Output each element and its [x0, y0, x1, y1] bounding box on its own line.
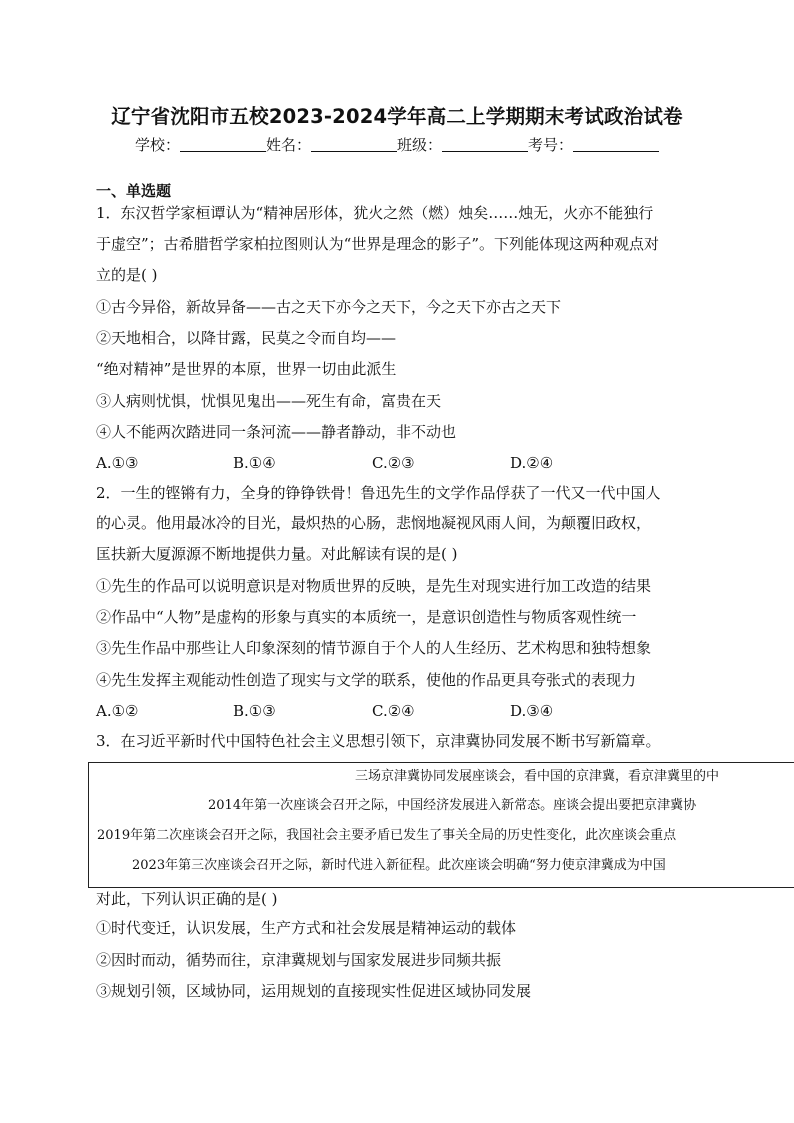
q2-option-d[interactable]: D.③④: [510, 702, 554, 720]
q2-item: ②作品中“人物”是虚构的形象与真实的本质统一，是意识创造性与物质客观性统一: [96, 608, 637, 626]
q1-option-c[interactable]: C.②③: [372, 454, 415, 472]
q2-item: ④先生发挥主观能动性创造了现实与文学的联系，使他的作品更具夸张式的表现力: [96, 671, 637, 689]
exam-number-blank[interactable]: [573, 136, 659, 152]
q3-item: ①时代变迁，认识发展，生产方式和社会发展是精神运动的载体: [96, 919, 517, 937]
q3-material-box: [88, 762, 794, 888]
q1-stem-line: 于虚空”；古希腊哲学家柏拉图则认为“世界是理念的影子”。下列能体现这两种观点对: [96, 235, 660, 253]
class-label: 班级：: [397, 136, 443, 154]
q2-option-a[interactable]: A.①②: [96, 702, 139, 720]
q1-item: ③人病则忧惧，忧惧见鬼出——死生有命，富贵在天: [96, 392, 442, 410]
school-blank[interactable]: [180, 136, 266, 152]
school-label: 学校：: [134, 136, 180, 154]
q2-stem-line: 2．一生的铿锵有力，全身的铮铮铁骨！鲁迅先生的文学作品俘获了一代又一代中国人: [96, 484, 661, 502]
q1-item: ②天地相合，以降甘露，民莫之令而自均——: [96, 329, 397, 347]
q1-item: ④人不能两次踏进同一条河流——静者静动，非不动也: [96, 423, 457, 441]
q1-option-b[interactable]: B.①④: [233, 454, 276, 472]
q1-option-d[interactable]: D.②④: [510, 454, 554, 472]
q3-stem: 3．在习近平新时代中国特色社会主义思想引领下，京津冀协同发展不断书写新篇章。: [96, 732, 661, 750]
student-info-line: [0, 134, 794, 155]
q3-item: ②因时而动，循势而往，京津冀规划与国家发展进步同频共振: [96, 951, 502, 969]
q1-item: “绝对精神”是世界的本原，世界一切由此派生: [96, 360, 397, 378]
q2-option-c[interactable]: C.②④: [372, 702, 415, 720]
q1-item: ①古今异俗，新故异备——古之天下亦今之天下，今之天下亦古之天下: [96, 298, 562, 316]
q1-stem-line: 1．东汉哲学家桓谭认为“精神居形体，犹火之然（燃）烛矣……烛无，火亦不能独行: [96, 204, 654, 222]
q3-question: 对此，下列认识正确的是( ): [96, 890, 278, 908]
q2-option-b[interactable]: B.①③: [233, 702, 276, 720]
exam-number-label: 考号：: [528, 136, 574, 154]
q3-material-line: 2019年第二次座谈会召开之际，我国社会主要矛盾已发生了事关全局的历史性变化，此次座谈会重点: [97, 828, 677, 843]
q1-stem-line: 立的是( ): [96, 266, 158, 284]
q1-option-a[interactable]: A.①③: [96, 454, 139, 472]
q3-material-line: 2023年第三次座谈会召开之际，新时代进入新征程。此次座谈会明确“努力使京津冀成为中国: [132, 858, 666, 873]
q3-material-line: 2014年第一次座谈会召开之际，中国经济发展进入新常态。座谈会提出要把京津冀协: [208, 798, 697, 813]
q2-item: ①先生的作品可以说明意识是对物质世界的反映，是先生对现实进行加工改造的结果: [96, 577, 652, 595]
q3-material-line: 三场京津冀协同发展座谈会，看中国的京津冀，看京津冀里的中: [355, 769, 720, 784]
section-heading: 一、单选题: [96, 182, 172, 200]
name-label: 姓名：: [265, 136, 311, 154]
q2-item: ③先生作品中那些让人印象深刻的情节源自于个人的人生经历、艺术构思和独特想象: [96, 639, 652, 657]
class-blank[interactable]: [442, 136, 528, 152]
q2-stem-line: 匡扶新大厦源源不断地提供力量。对此解读有误的是( ): [96, 545, 458, 563]
name-blank[interactable]: [311, 136, 397, 152]
exam-title: 辽宁省沈阳市五校2023-2024学年高二上学期期末考试政治试卷: [111, 105, 683, 128]
q3-item: ③规划引领，区域协同，运用规划的直接现实性促进区域协同发展: [96, 982, 532, 1000]
q2-stem-line: 的心灵。他用最冰冷的目光，最炽热的心肠，悲悯地凝视风雨人间，为颠覆旧政权，: [96, 514, 652, 532]
